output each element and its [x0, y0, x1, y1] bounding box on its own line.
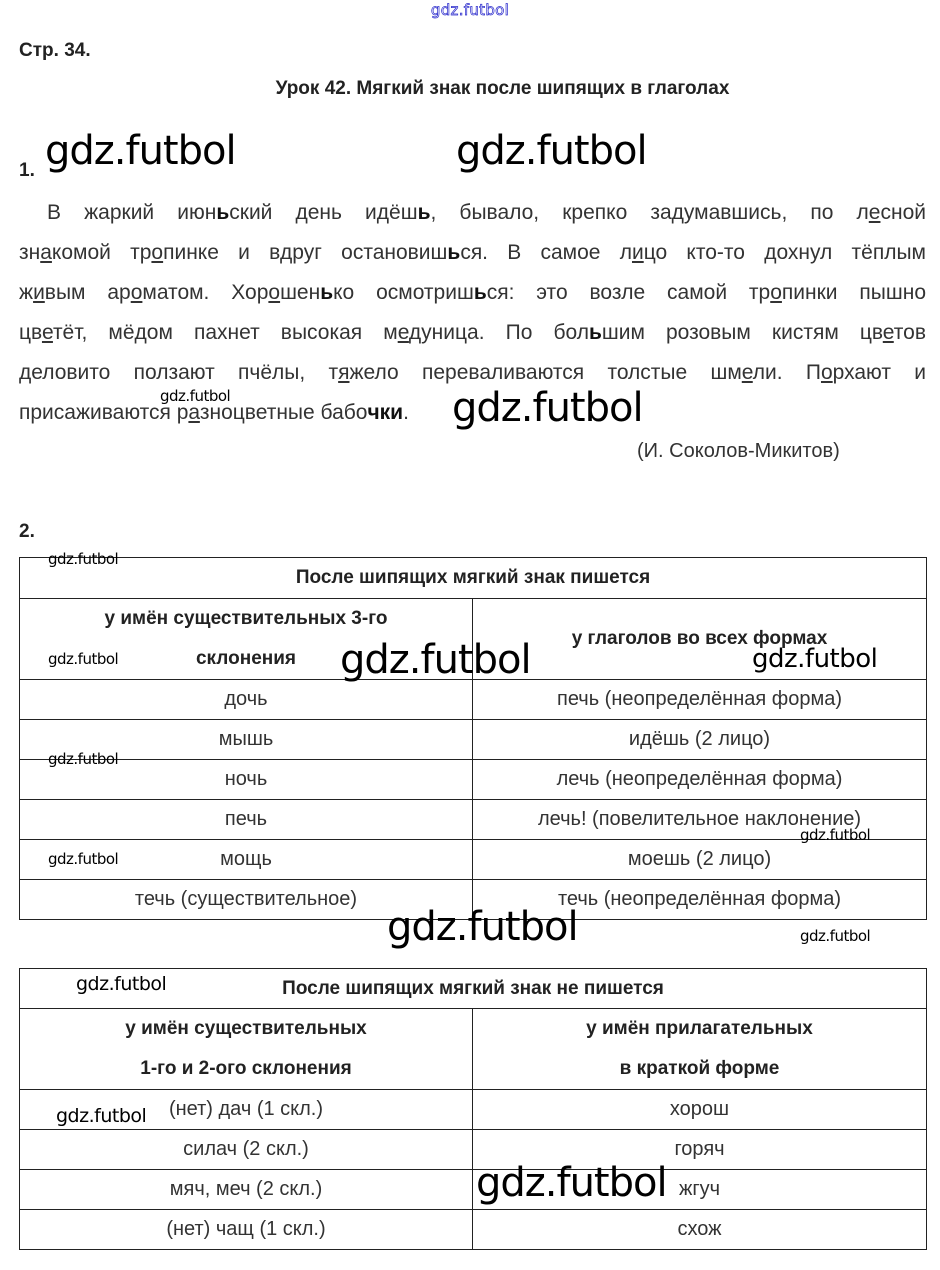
watermark: gdz.futbol	[800, 826, 871, 844]
passage-text: рхают и	[832, 361, 926, 384]
table-row	[20, 1210, 927, 1250]
underlined-letter: а	[40, 241, 52, 264]
table-cell: лечь! (повелительное наклонение)	[473, 800, 927, 840]
watermark: gdz.futbol	[387, 904, 578, 950]
passage-text: шим розовым кистям цв	[601, 321, 883, 344]
passage-text: ж	[19, 281, 34, 304]
column-header-adjectives	[473, 1009, 927, 1090]
passage-text: матом. Хор	[142, 281, 269, 304]
table-row	[20, 840, 927, 880]
column-header-line: в краткой форме	[619, 1058, 780, 1079]
watermark: gdz.futbol	[45, 128, 236, 174]
passage-line	[19, 233, 926, 273]
table-cell: течь (существительное)	[20, 880, 473, 920]
passage-text: жело переваливаются толстые шм	[349, 361, 742, 384]
passage-line	[19, 273, 926, 313]
column-header-line: склонения	[195, 648, 297, 669]
page-reference: Стр. 34.	[19, 40, 91, 61]
passage-line	[19, 193, 926, 233]
table-cell: моешь (2 лицо)	[473, 840, 927, 880]
passage-author: (И. Соколов-Микитов)	[637, 440, 840, 462]
passage-text: тёт, мёдом пахнет высокая м	[52, 321, 398, 344]
underlined-letter: о	[268, 281, 281, 304]
passage-text: ся: это возле самой тр	[486, 281, 771, 304]
underlined-letter: е	[741, 361, 753, 384]
column-header-verbs: у глаголов во всех формах	[473, 599, 927, 680]
passage-text: комой тр	[51, 241, 152, 264]
table-title: После шипящих мягкий знак пишется	[20, 558, 927, 599]
table-row	[20, 1090, 927, 1130]
watermark: gdz.futbol	[800, 927, 871, 945]
underlined-letter: е	[397, 321, 409, 344]
bold-letter: ь	[473, 281, 487, 304]
watermark: gdz.futbol	[76, 973, 167, 995]
table-cell: мощь	[20, 840, 473, 880]
column-header-line: у имён существительных 3-го	[104, 608, 388, 629]
passage-line	[19, 313, 926, 353]
table-row	[20, 720, 927, 760]
passage-text: ский день идёш	[229, 201, 418, 224]
lesson-title: Урок 42. Мягкий знак после шипящих в глаголах	[275, 78, 730, 99]
watermark: gdz.futbol	[56, 1105, 147, 1127]
table-cell: силач (2 скл.)	[20, 1130, 473, 1170]
table-cell: течь (неопределённая форма)	[473, 880, 927, 920]
table-cell: (нет) дач (1 скл.)	[20, 1090, 473, 1130]
table-soft-sign-written	[19, 557, 927, 920]
task-1-number: 1.	[19, 160, 35, 181]
bold-letter: чки	[367, 401, 404, 424]
passage-text: вым ар	[44, 281, 131, 304]
underlined-letter: е	[882, 321, 894, 344]
table-cell: ночь	[20, 760, 473, 800]
passage-text: сной	[880, 201, 926, 224]
column-header-line: у имён существительных	[125, 1018, 367, 1039]
underlined-letter: я	[338, 361, 350, 384]
underlined-letter: и	[33, 281, 45, 304]
bold-letter: ь	[320, 281, 334, 304]
table-cell: дочь	[20, 680, 473, 720]
passage-text: , бывало, крепко задумавшись, по л	[430, 201, 869, 224]
table-cell: мяч, меч (2 скл.)	[20, 1170, 473, 1210]
table-cell: хорош	[473, 1090, 927, 1130]
passage-text: ко осмотриш	[333, 281, 474, 304]
table-row	[20, 760, 927, 800]
underlined-letter: и	[631, 241, 644, 264]
table-row	[20, 1130, 927, 1170]
table-cell: лечь (неопределённая форма)	[473, 760, 927, 800]
watermark: gdz.futbol	[452, 385, 643, 431]
watermark: gdz.futbol	[160, 387, 231, 405]
table-title: После шипящих мягкий знак не пишется	[20, 969, 927, 1009]
bold-letter: ь	[216, 201, 230, 224]
underlined-letter: о	[820, 361, 833, 384]
passage-text: пинки пышно	[781, 281, 926, 304]
passage-text: дуница. По бол	[408, 321, 589, 344]
passage-text: деловито ползают пчёлы, т	[19, 361, 339, 384]
passage-text: присаживаются р	[19, 401, 189, 424]
watermark: gdz.futbol	[48, 850, 119, 868]
column-header-line: у имён прилагательных	[586, 1018, 813, 1039]
underlined-letter: е	[868, 201, 881, 224]
watermark: gdz.futbol	[456, 128, 647, 174]
table-row	[20, 680, 927, 720]
table-soft-sign-not-written	[19, 968, 927, 1250]
watermark: gdz.futbol	[476, 1160, 667, 1206]
passage-text: ся. В самое л	[460, 241, 632, 264]
underlined-letter: о	[151, 241, 164, 264]
passage-text: тов	[893, 321, 926, 344]
underlined-letter: а	[188, 401, 200, 424]
watermark: gdz.futbol	[340, 637, 531, 683]
passage-text: .	[403, 401, 409, 424]
passage-text: В жаркий июн	[47, 201, 217, 224]
watermark: gdz.futbol	[752, 644, 878, 674]
table-row	[20, 1170, 927, 1210]
table-cell: печь (неопределённая форма)	[473, 680, 927, 720]
bold-letter: ь	[588, 321, 602, 344]
passage-text: ли. П	[752, 361, 821, 384]
underlined-letter: о	[770, 281, 782, 304]
table-cell: схож	[473, 1210, 927, 1250]
table-cell: (нет) чащ (1 скл.)	[20, 1210, 473, 1250]
watermark-top: gdz.futbol	[430, 1, 510, 19]
table-cell: идёшь (2 лицо)	[473, 720, 927, 760]
table-cell: мышь	[20, 720, 473, 760]
table-row	[20, 800, 927, 840]
bold-letter: ь	[447, 241, 461, 264]
table-cell: печь	[20, 800, 473, 840]
watermark: gdz.futbol	[48, 550, 119, 568]
passage-text: цо кто-то дохнул тёплым	[643, 241, 926, 264]
underlined-letter: о	[130, 281, 143, 304]
passage-text: пинке и вдруг остановиш	[163, 241, 448, 264]
passage-text: зноцветные бабо	[199, 401, 368, 424]
passage-text: цв	[19, 321, 42, 344]
passage-text: шен	[280, 281, 321, 304]
column-header-nouns	[20, 1009, 473, 1090]
column-header-line: 1-го и 2-ого склонения	[140, 1058, 352, 1079]
table-cell: горяч	[473, 1130, 927, 1170]
underlined-letter: е	[41, 321, 53, 344]
watermark: gdz.futbol	[48, 650, 119, 668]
table-cell: жгуч	[473, 1170, 927, 1210]
passage-text: зн	[19, 241, 41, 264]
bold-letter: ь	[417, 201, 431, 224]
task-2-number: 2.	[19, 521, 35, 542]
watermark: gdz.futbol	[48, 750, 119, 768]
